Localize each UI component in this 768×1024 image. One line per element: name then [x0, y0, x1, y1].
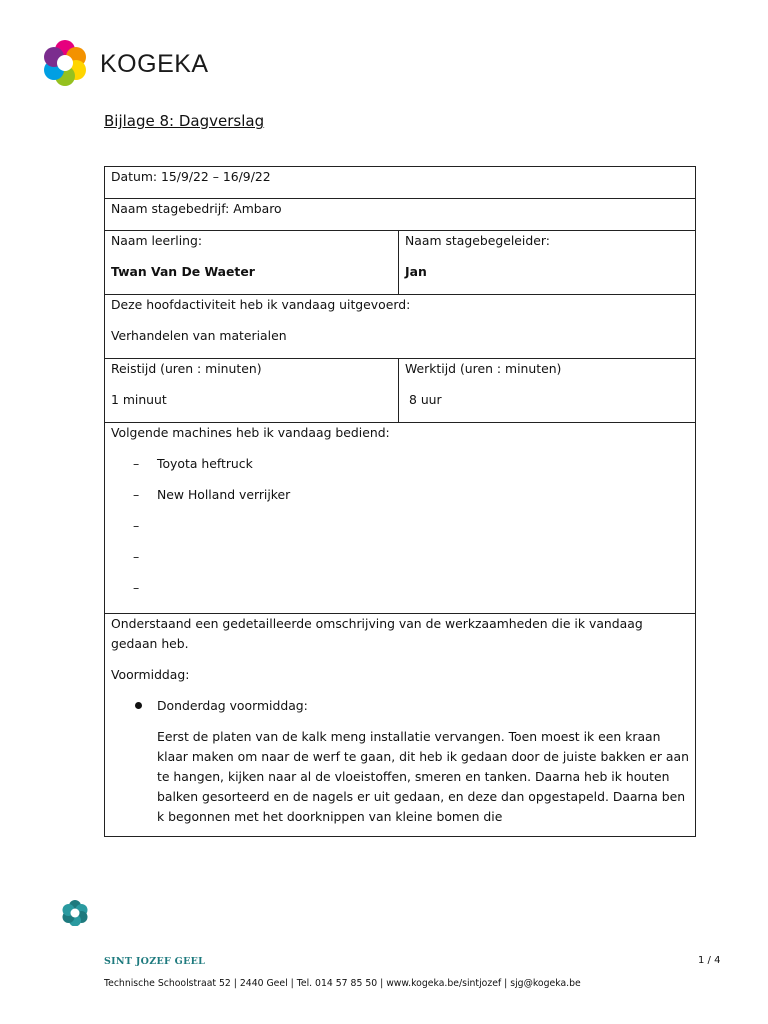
- bullet-label: Donderdag voormiddag:: [157, 698, 308, 713]
- kogeka-logo-icon: [42, 40, 88, 86]
- activiteit-cell: [105, 295, 696, 359]
- machines-list: [111, 454, 689, 598]
- stagebedrijf-text: Naam stagebedrijf: Ambaro: [111, 201, 282, 216]
- datum-text: Datum: 15/9/22 – 16/9/22: [111, 169, 271, 184]
- stagebedrijf-cell: [105, 199, 696, 231]
- machine-item: – New Holland verrijker: [111, 485, 689, 505]
- reistijd-value: 1 minuut: [111, 392, 167, 407]
- machine-item: [111, 578, 689, 598]
- werktijd-cell: [399, 359, 696, 423]
- werktijd-label: Werktijd (uren : minuten): [405, 361, 562, 376]
- werktijd-value: 8 uur: [409, 392, 442, 407]
- reistijd-cell: [105, 359, 399, 423]
- brand-name: KOGEKA: [100, 50, 209, 78]
- leerling-label: Naam leerling:: [111, 233, 203, 248]
- school-address: Technische Schoolstraat 52 | 2440 Geel | Tel. 014 57 85 50 | www.kogeka.be/sintjozef | sjg@kogeka.be: [104, 978, 581, 989]
- omschrijving-label: Onderstaand een gedetailleerde omschrijving van de werkzaamheden die ik vandaag gedaan heb.: [111, 616, 643, 651]
- machines-cell: [105, 423, 696, 614]
- machine-item: [111, 516, 689, 536]
- bullet-item: [111, 696, 689, 716]
- machine-item: – Toyota heftruck: [111, 454, 689, 474]
- page-title: Bijlage 8: Dagverslag: [104, 112, 265, 130]
- school-logo-icon: [62, 900, 88, 926]
- begeleider-label: Naam stagebegeleider:: [405, 233, 550, 248]
- omschrijving-cell: [105, 614, 696, 837]
- leerling-value: Twan Van De Waeter: [111, 264, 255, 279]
- begeleider-cell: [399, 231, 696, 295]
- activiteit-value: Verhandelen van materialen: [111, 328, 287, 343]
- reistijd-label: Reistijd (uren : minuten): [111, 361, 262, 376]
- page-number: 1 / 4: [698, 955, 721, 966]
- dagverslag-form: [104, 166, 696, 837]
- werkzaamheden-paragraph: Eerst de platen van de kalk meng installatie vervangen. Toen moest ik een kraan klaar maken om naar de werf te gaan, dit heb ik gedaan door de juiste bakken er aan te hangen, kijken naar al de vloeistoffen, smeren en tanken. Daarna heb ik houten balken gesorteerd en de nagels er uit gedaan, en deze dan opgestapeld. Daarna ben k begonnen met het doorknippen van kleine bomen die: [157, 729, 689, 824]
- school-name: SINT JOZEF GEEL: [104, 956, 206, 967]
- bullet-dot-icon: [135, 702, 142, 709]
- datum-cell: [105, 167, 696, 199]
- voormiddag-label: Voormiddag:: [111, 667, 190, 682]
- activiteit-label: Deze hoofdactiviteit heb ik vandaag uitgevoerd:: [111, 297, 411, 312]
- begeleider-value: Jan: [405, 264, 427, 279]
- machines-label: Volgende machines heb ik vandaag bediend:: [111, 425, 390, 440]
- leerling-cell: [105, 231, 399, 295]
- machine-item: [111, 547, 689, 567]
